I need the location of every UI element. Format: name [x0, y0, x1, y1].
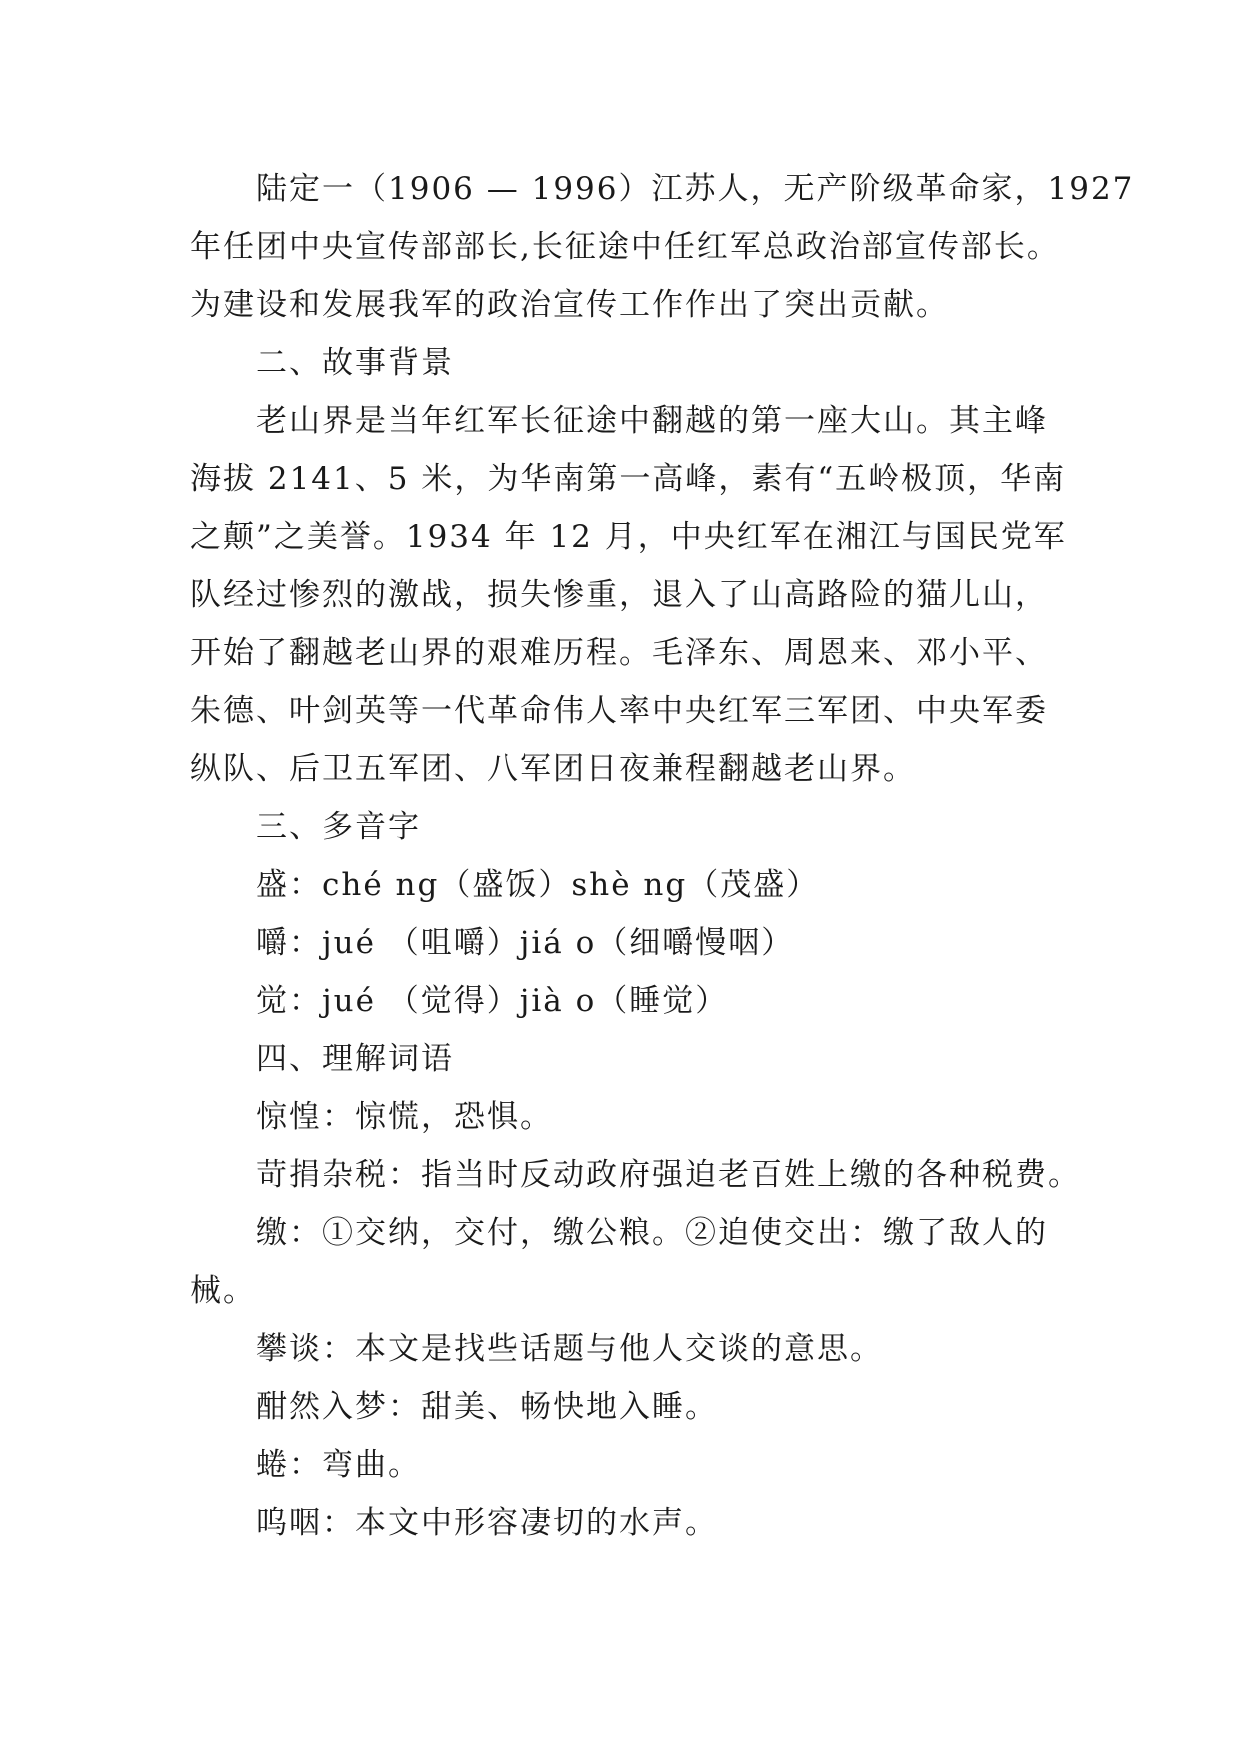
- vocabulary-entry: 呜咽：本文中形容凄切的水声。: [256, 1505, 718, 1541]
- vocabulary-entry: 惊惶：惊慌，恐惧。: [256, 1099, 553, 1135]
- polyphone-entry: 盛：ché ng（盛饭）shè ng（茂盛）: [256, 867, 820, 903]
- text-line: 队经过惨烈的激战，损失惨重，退入了山高路险的猫儿山，: [190, 577, 1048, 613]
- text-line: 年任团中央宣传部部长,长征途中任红军总政治部宣传部长。: [190, 229, 1060, 265]
- document-body: [190, 160, 1135, 1552]
- vocabulary-entry: 苛捐杂税：指当时反动政府强迫老百姓上缴的各种税费。: [256, 1157, 1081, 1193]
- text-line: 为建设和发展我军的政治宣传工作作出了突出贡献。: [190, 287, 949, 323]
- vocabulary-entry: 缴：①交纳，交付，缴公粮。②迫使交出：缴了敌人的: [256, 1215, 1048, 1251]
- vocabulary-entry: 攀谈：本文是找些话题与他人交谈的意思。: [256, 1331, 883, 1367]
- polyphone-entry: 觉：jué （觉得）jià o（睡觉）: [256, 983, 729, 1019]
- vocabulary-entry: 酣然入梦：甜美、畅快地入睡。: [256, 1389, 718, 1425]
- section-heading: 三、多音字: [256, 809, 421, 845]
- text-line: 老山界是当年红军长征途中翻越的第一座大山。其主峰: [256, 403, 1048, 439]
- section-heading: 四、理解词语: [256, 1041, 454, 1077]
- section-heading: 二、故事背景: [256, 345, 454, 381]
- polyphone-entry: 嚼：jué （咀嚼）jiá o（细嚼慢咽）: [256, 925, 795, 961]
- text-line: 陆定一（1906 — 1996）江苏人，无产阶级革命家，1927: [256, 171, 1135, 207]
- text-line: 海拔 2141、5 米，为华南第一高峰，素有“五岭极顶，华南: [190, 461, 1067, 497]
- text-line: 开始了翻越老山界的艰难历程。毛泽东、周恩来、邓小平、: [190, 635, 1048, 671]
- text-line: 械。: [190, 1273, 256, 1309]
- text-line: 之颠”之美誉。1934 年 12 月，中央红军在湘江与国民党军: [190, 519, 1067, 555]
- text-line: 朱德、叶剑英等一代革命伟人率中央红军三军团、中央军委: [190, 693, 1048, 729]
- vocabulary-entry: 蜷：弯曲。: [256, 1447, 421, 1483]
- text-line: 纵队、后卫五军团、八军团日夜兼程翻越老山界。: [190, 751, 916, 787]
